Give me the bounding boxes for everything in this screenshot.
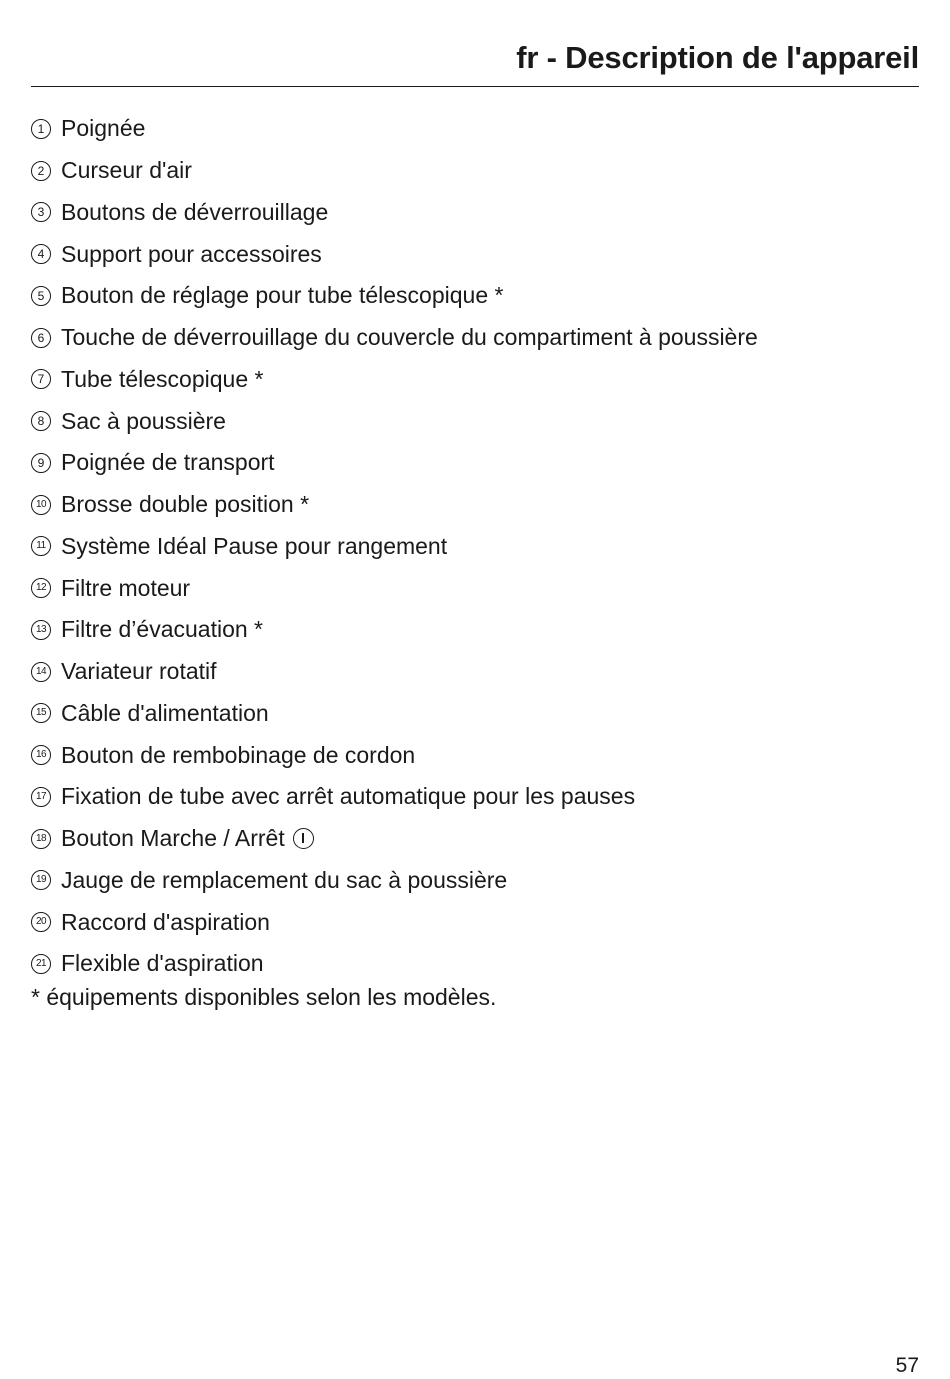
item-number-badge: 2 bbox=[31, 161, 51, 181]
item-label: Filtre d’évacuation * bbox=[61, 616, 263, 643]
item-label: Filtre moteur bbox=[61, 574, 191, 601]
item-label: Poignée de transport bbox=[61, 449, 275, 476]
item-number-badge: 20 bbox=[31, 912, 51, 932]
component-legend-list bbox=[31, 108, 758, 985]
list-item bbox=[31, 526, 758, 568]
item-label: Touche de déverrouillage du couvercle du compartiment à poussière bbox=[61, 324, 758, 351]
list-item bbox=[31, 901, 758, 943]
item-number-badge: 16 bbox=[31, 745, 51, 765]
list-item bbox=[31, 734, 758, 776]
list-item bbox=[31, 567, 758, 609]
item-number-badge: 8 bbox=[31, 411, 51, 431]
item-label: Boutons de déverrouillage bbox=[61, 198, 329, 225]
item-label: Système Idéal Pause pour rangement bbox=[61, 532, 448, 559]
item-label: Raccord d'aspiration bbox=[61, 908, 270, 935]
item-label: Variateur rotatif bbox=[61, 658, 217, 685]
item-number-badge: 5 bbox=[31, 286, 51, 306]
item-number-badge: 10 bbox=[31, 495, 51, 515]
item-label: Fixation de tube avec arrêt automatique pour les pauses bbox=[61, 783, 636, 810]
page-header bbox=[31, 36, 919, 87]
item-label: Support pour accessoires bbox=[61, 240, 322, 267]
item-number-badge: 17 bbox=[31, 787, 51, 807]
page-title: fr - Description de l'appareil bbox=[516, 40, 919, 75]
list-item bbox=[31, 400, 758, 442]
item-number-badge: 3 bbox=[31, 202, 51, 222]
item-label: Bouton de réglage pour tube télescopique * bbox=[61, 282, 504, 309]
list-item bbox=[31, 943, 758, 985]
item-number-badge: 4 bbox=[31, 244, 51, 264]
item-number-badge: 9 bbox=[31, 453, 51, 473]
item-label: Jauge de remplacement du sac à poussière bbox=[61, 866, 508, 893]
item-number-badge: 11 bbox=[31, 536, 51, 556]
footnote: * équipements disponibles selon les modèles. bbox=[31, 984, 497, 1010]
item-label: Curseur d'air bbox=[61, 157, 192, 184]
item-label: Câble d'alimentation bbox=[61, 699, 269, 726]
list-item bbox=[31, 818, 758, 860]
list-item bbox=[31, 860, 758, 902]
item-number-badge: 7 bbox=[31, 369, 51, 389]
item-number-badge: 13 bbox=[31, 620, 51, 640]
list-item bbox=[31, 359, 758, 401]
item-number-badge: 18 bbox=[31, 829, 51, 849]
item-number-badge: 1 bbox=[31, 119, 51, 139]
power-symbol-icon bbox=[293, 828, 314, 849]
item-number-badge: 14 bbox=[31, 662, 51, 682]
list-item bbox=[31, 776, 758, 818]
item-number-badge: 15 bbox=[31, 703, 51, 723]
list-item bbox=[31, 233, 758, 275]
list-item bbox=[31, 275, 758, 317]
item-number-badge: 12 bbox=[31, 578, 51, 598]
list-item bbox=[31, 150, 758, 192]
item-label: Flexible d'aspiration bbox=[61, 950, 264, 977]
list-item bbox=[31, 108, 758, 150]
list-item bbox=[31, 693, 758, 735]
item-label: Tube télescopique * bbox=[61, 365, 264, 392]
list-item bbox=[31, 317, 758, 359]
item-number-badge: 21 bbox=[31, 954, 51, 974]
item-number-badge: 6 bbox=[31, 328, 51, 348]
item-label: Poignée bbox=[61, 115, 146, 142]
list-item bbox=[31, 609, 758, 651]
item-label: Bouton Marche / Arrêt bbox=[61, 825, 285, 852]
list-item bbox=[31, 651, 758, 693]
item-label: Sac à poussière bbox=[61, 407, 226, 434]
item-number-badge: 19 bbox=[31, 870, 51, 890]
page-number: 57 bbox=[895, 1354, 919, 1377]
item-label: Bouton de rembobinage de cordon bbox=[61, 741, 416, 768]
list-item bbox=[31, 442, 758, 484]
item-label: Brosse double position * bbox=[61, 491, 310, 518]
list-item bbox=[31, 192, 758, 234]
list-item bbox=[31, 484, 758, 526]
